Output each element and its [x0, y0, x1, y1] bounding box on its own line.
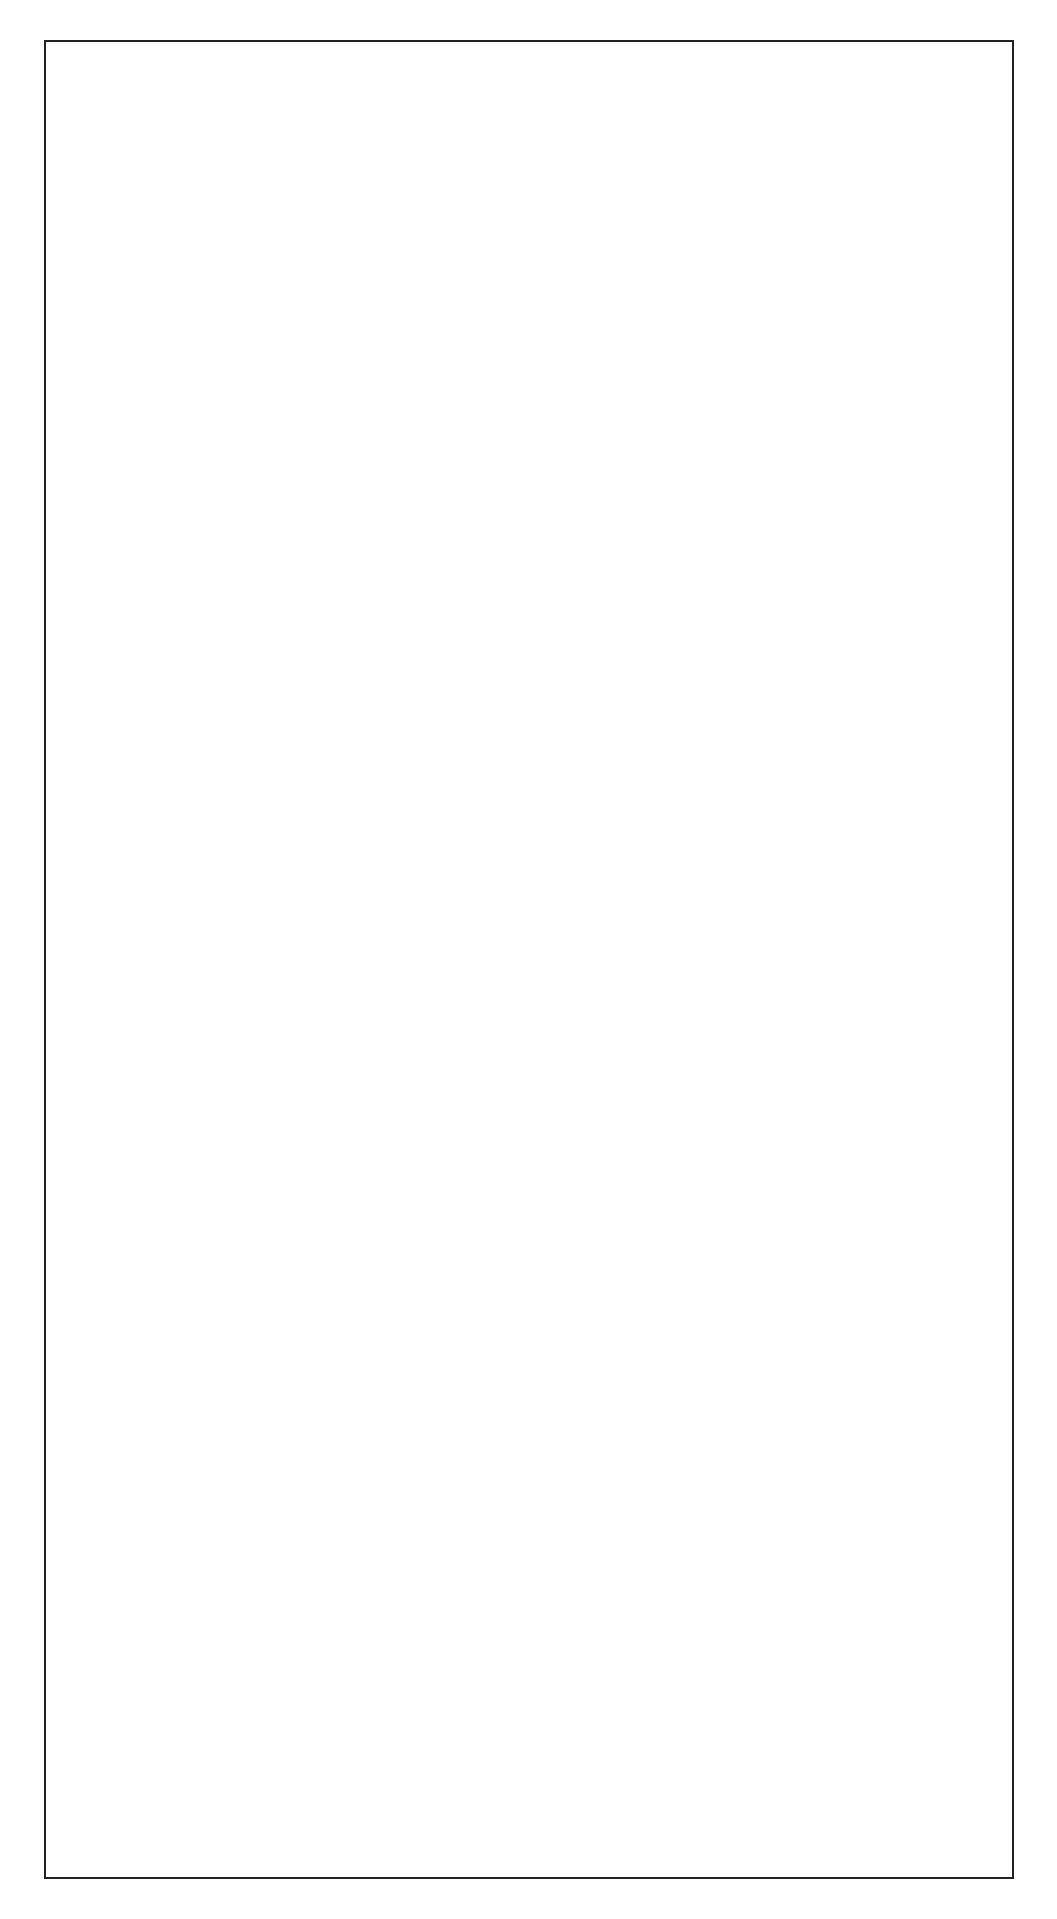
bulletin-frame [44, 40, 1014, 1879]
page-title [0, 138, 1057, 187]
